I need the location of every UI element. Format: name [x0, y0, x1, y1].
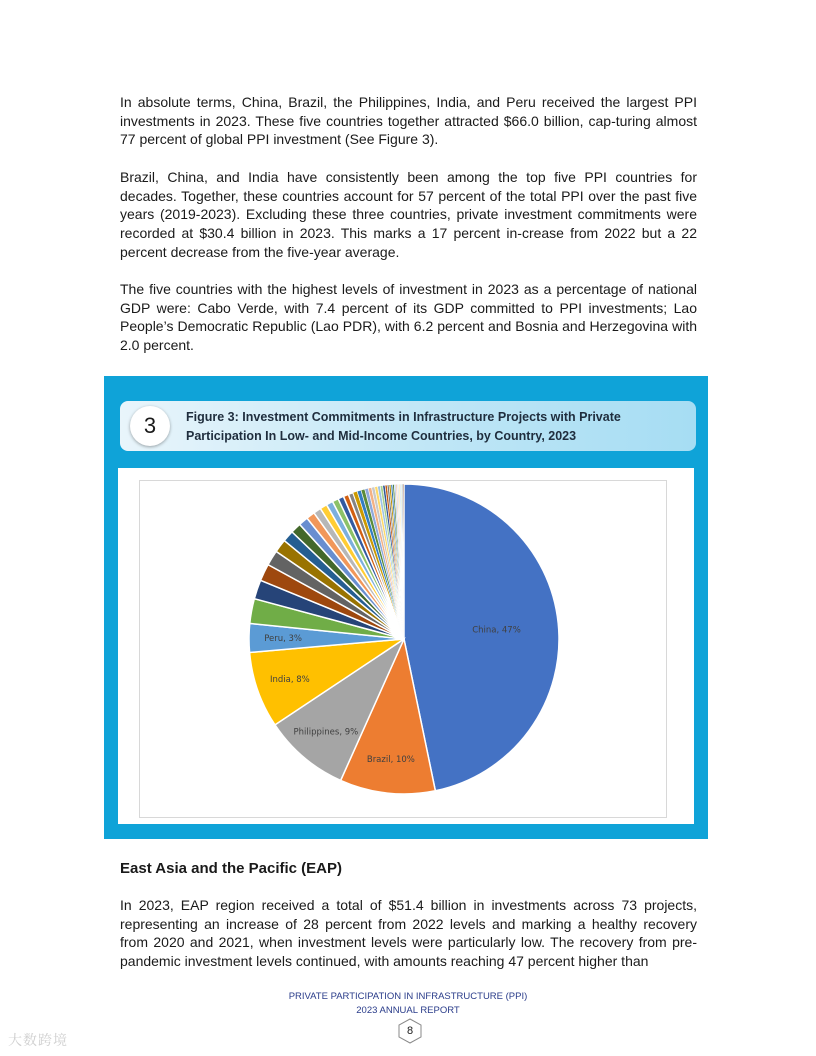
pie-data-label: Philippines, 9% — [293, 727, 359, 738]
paragraph-brazil-china-india: Brazil, China, and India have consistently been among the top five PPI countries for decades. Together, these countries account for 57 percent of the total PPI over the past five years (2019-2023). Excluding these three countries, private investment commitments were recorded at $30.4 billion in 2023. This marks a 17 percent in-crease from 2022 but a 22 percent decrease from the five-year average. — [120, 169, 697, 260]
figure-number-badge: 3 — [130, 406, 170, 446]
pie-slice-0 — [404, 484, 559, 791]
page-number: 8 — [406, 1025, 414, 1037]
chart-area — [139, 480, 667, 818]
figure-header — [120, 401, 696, 451]
paragraph-gdp-share: The five countries with the highest levels of investment in 2023 as a percentage of national GDP were: Cabo Verde, with 7.4 percent of its GDP committed to PPI investments; Lao People’s Democratic Republic (Lao PDR), with 6.2 percent and Bosnia and Herzegovina with 2.0 percent. — [120, 281, 697, 354]
watermark-text: 大数跨境 — [8, 1033, 68, 1049]
watermark-logo — [8, 1030, 68, 1052]
footer-report-year: 2023 ANNUAL REPORT — [356, 1005, 460, 1016]
pie-data-label: Brazil, 10% — [366, 755, 415, 766]
chart-panel — [118, 468, 694, 824]
pie-chart — [140, 481, 666, 817]
figure-title: Figure 3: Investment Commitments in Infrastructure Projects with Private Participation In Low- and Mid-Income Countries, by Country, 2023 — [186, 410, 621, 443]
pie-data-label: China, 47% — [472, 625, 521, 636]
pie-data-label: Peru, 3% — [264, 634, 303, 645]
footer-report-title: PRIVATE PARTICIPATION IN INFRASTRUCTURE (PPI) — [288, 991, 528, 1002]
pie-data-label: India, 8% — [270, 674, 310, 685]
section-heading-eap: East Asia and the Pacific (EAP) — [120, 860, 343, 877]
page-number-badge — [397, 1018, 423, 1044]
paragraph-top-ppi-countries: In absolute terms, China, Brazil, the Philippines, India, and Peru received the largest PPI investments in 2023. These five countries together attracted $66.0 billion, cap-turing almost 77 percent of global PPI investment (See Figure 3). — [120, 94, 697, 148]
paragraph-eap: In 2023, EAP region received a total of $51.4 billion in investments across 73 projects, representing an increase of 28 percent from 2022 levels and marking a healthy recovery from 2020 and 2021, when investment levels were particularly low. The recovery from pre-pandemic investment levels continued, with amounts reaching 47 percent higher than — [120, 897, 697, 970]
figure-3-box — [104, 376, 708, 839]
